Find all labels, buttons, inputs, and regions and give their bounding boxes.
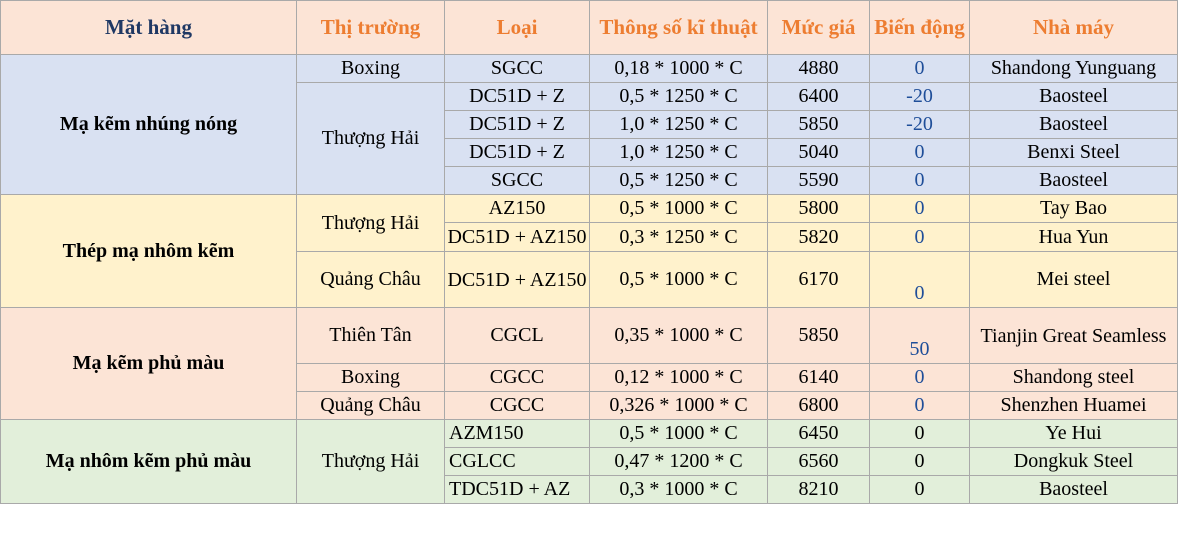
- price-cell: 5850: [768, 308, 870, 364]
- spec-cell: 0,5 * 1000 * C: [590, 195, 768, 223]
- change-cell: 0: [870, 139, 970, 167]
- change-cell: 50: [870, 308, 970, 364]
- change-cell: 0: [870, 195, 970, 223]
- type-cell: DC51D + Z: [445, 111, 590, 139]
- change-cell: 0: [870, 476, 970, 504]
- table-row: [1, 55, 1178, 83]
- price-cell: 5590: [768, 167, 870, 195]
- type-cell: DC51D + AZ150: [445, 252, 590, 308]
- factory-cell: Mei steel: [970, 252, 1178, 308]
- price-cell: 8210: [768, 476, 870, 504]
- factory-cell: Shandong steel: [970, 364, 1178, 392]
- spec-cell: 0,3 * 1000 * C: [590, 476, 768, 504]
- spec-cell: 0,326 * 1000 * C: [590, 392, 768, 420]
- factory-cell: Tay Bao: [970, 195, 1178, 223]
- change-cell: 0: [870, 448, 970, 476]
- factory-cell: Baosteel: [970, 476, 1178, 504]
- factory-cell: Benxi Steel: [970, 139, 1178, 167]
- header-product: Mặt hàng: [1, 1, 297, 55]
- market-cell: Boxing: [297, 364, 445, 392]
- price-cell: 6560: [768, 448, 870, 476]
- price-cell: 5800: [768, 195, 870, 223]
- change-cell: 0: [870, 364, 970, 392]
- type-cell: AZ150: [445, 195, 590, 223]
- price-cell: 5040: [768, 139, 870, 167]
- header-change: Biến động: [870, 1, 970, 55]
- spec-cell: 0,5 * 1000 * C: [590, 252, 768, 308]
- type-cell: SGCC: [445, 167, 590, 195]
- group-name: Mạ kẽm phủ màu: [1, 308, 297, 420]
- table-row: [1, 420, 1178, 448]
- header-row: [1, 1, 1178, 55]
- type-cell: CGLCC: [445, 448, 590, 476]
- factory-cell: Tianjin Great Seamless: [970, 308, 1178, 364]
- change-cell: 0: [870, 223, 970, 252]
- header-factory: Nhà máy: [970, 1, 1178, 55]
- change-cell: 0: [870, 55, 970, 83]
- price-cell: 5820: [768, 223, 870, 252]
- table-row: [1, 308, 1178, 364]
- factory-cell: Hua Yun: [970, 223, 1178, 252]
- spec-cell: 1,0 * 1250 * C: [590, 111, 768, 139]
- price-cell: 6170: [768, 252, 870, 308]
- price-cell: 6450: [768, 420, 870, 448]
- group-name: Mạ kẽm nhúng nóng: [1, 55, 297, 195]
- price-cell: 6140: [768, 364, 870, 392]
- group-name: Thép mạ nhôm kẽm: [1, 195, 297, 308]
- factory-cell: Shandong Yunguang: [970, 55, 1178, 83]
- type-cell: CGCC: [445, 392, 590, 420]
- group-name: Mạ nhôm kẽm phủ màu: [1, 420, 297, 504]
- spec-cell: 0,5 * 1250 * C: [590, 83, 768, 111]
- spec-cell: 1,0 * 1250 * C: [590, 139, 768, 167]
- market-cell: Quảng Châu: [297, 252, 445, 308]
- market-cell: Quảng Châu: [297, 392, 445, 420]
- spec-cell: 0,47 * 1200 * C: [590, 448, 768, 476]
- market-cell: Thượng Hải: [297, 195, 445, 252]
- table-row: [1, 195, 1178, 223]
- change-cell: -20: [870, 83, 970, 111]
- market-cell: Boxing: [297, 55, 445, 83]
- header-price: Mức giá: [768, 1, 870, 55]
- change-cell: 0: [870, 252, 970, 308]
- type-cell: DC51D + Z: [445, 139, 590, 167]
- spec-cell: 0,12 * 1000 * C: [590, 364, 768, 392]
- type-cell: DC51D + AZ150: [445, 223, 590, 252]
- type-cell: DC51D + Z: [445, 83, 590, 111]
- header-market: Thị trường: [297, 1, 445, 55]
- type-cell: AZM150: [445, 420, 590, 448]
- market-cell: Thiên Tân: [297, 308, 445, 364]
- factory-cell: Dongkuk Steel: [970, 448, 1178, 476]
- change-cell: 0: [870, 167, 970, 195]
- price-cell: 4880: [768, 55, 870, 83]
- market-cell: Thượng Hải: [297, 83, 445, 195]
- header-spec: Thông số kĩ thuật: [590, 1, 768, 55]
- factory-cell: Baosteel: [970, 111, 1178, 139]
- factory-cell: Baosteel: [970, 167, 1178, 195]
- spec-cell: 0,18 * 1000 * C: [590, 55, 768, 83]
- spec-cell: 0,3 * 1250 * C: [590, 223, 768, 252]
- change-cell: -20: [870, 111, 970, 139]
- price-cell: 5850: [768, 111, 870, 139]
- market-cell: Thượng Hải: [297, 420, 445, 504]
- type-cell: SGCC: [445, 55, 590, 83]
- factory-cell: Ye Hui: [970, 420, 1178, 448]
- factory-cell: Shenzhen Huamei: [970, 392, 1178, 420]
- factory-cell: Baosteel: [970, 83, 1178, 111]
- type-cell: CGCC: [445, 364, 590, 392]
- spec-cell: 0,5 * 1250 * C: [590, 167, 768, 195]
- price-cell: 6400: [768, 83, 870, 111]
- type-cell: CGCL: [445, 308, 590, 364]
- spec-cell: 0,5 * 1000 * C: [590, 420, 768, 448]
- header-type: Loại: [445, 1, 590, 55]
- price-cell: 6800: [768, 392, 870, 420]
- change-cell: 0: [870, 392, 970, 420]
- type-cell: TDC51D + AZ: [445, 476, 590, 504]
- change-cell: 0: [870, 420, 970, 448]
- spec-cell: 0,35 * 1000 * C: [590, 308, 768, 364]
